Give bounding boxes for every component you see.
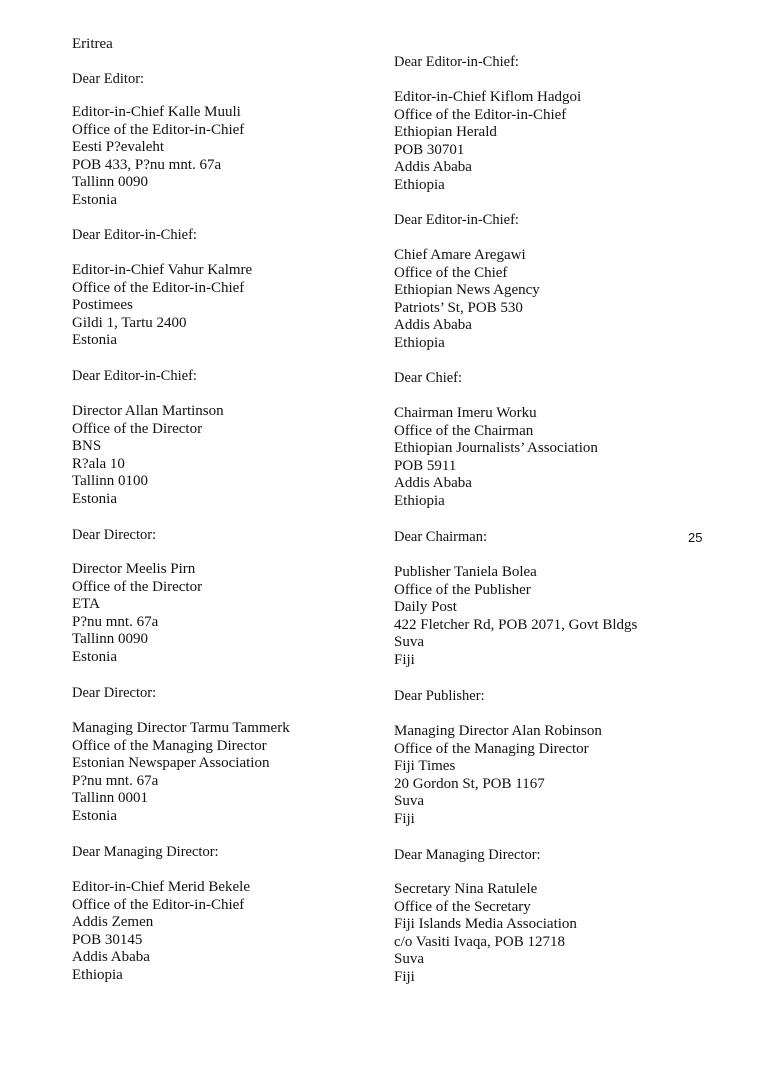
address-line: Editor-in-Chief Kiflom Hadgoi	[394, 89, 582, 105]
address-line: Suva	[394, 634, 424, 651]
address-line: Tallinn 0100	[72, 473, 149, 490]
salutation-line: Dear Editor-in-Chief:	[72, 368, 197, 384]
address-line: POB 30701	[394, 141, 465, 158]
salutation-line: Dear Director:	[72, 527, 157, 543]
address-line: Estonia	[72, 491, 117, 507]
address-line: Office of the Editor-in-Chief	[72, 279, 245, 296]
address-line: Publisher Taniela Bolea	[394, 564, 537, 580]
address-line: Office of the Editor-in-Chief	[394, 106, 567, 123]
salutation-line: Dear Chairman:	[394, 529, 488, 545]
address-line: Secretary Nina Ratulele	[394, 881, 538, 897]
address-line: Ethiopia	[72, 967, 123, 983]
address-line: Eesti P?evaleht	[72, 139, 165, 156]
address-line: Fiji Times	[394, 758, 456, 775]
address-line: Tallinn 0001	[72, 790, 149, 807]
salutation-line: Dear Publisher:	[394, 688, 485, 704]
address-line: Managing Director Tarmu Tammerk	[72, 720, 290, 736]
address-line: Office of the Secretary	[394, 898, 531, 915]
address-line: Office of the Director	[72, 420, 203, 437]
address-line: Chief Amare Aregawi	[394, 247, 526, 263]
address-line: Chairman Imeru Worku	[394, 405, 537, 421]
address-line: Office of the Director	[72, 578, 203, 595]
salutation-line: Dear Managing Director:	[394, 847, 541, 863]
address-line: POB 433, P?nu mnt. 67a	[72, 156, 222, 173]
address-line: Fiji	[394, 811, 415, 827]
address-line: Editor-in-Chief Kalle Muuli	[72, 104, 241, 120]
address-line: Ethiopia	[394, 335, 445, 351]
salutation-line: Dear Editor-in-Chief:	[72, 227, 197, 243]
address-line: POB 30145	[72, 931, 143, 948]
address-line: Addis Ababa	[394, 317, 472, 334]
address-line: Gildi 1, Tartu 2400	[72, 314, 187, 331]
salutation-line: Dear Director:	[72, 685, 157, 701]
address-line: Ethiopian Herald	[394, 124, 497, 141]
address-line: 422 Fletcher Rd, POB 2071, Govt Bldgs	[394, 616, 638, 633]
address-line: 20 Gordon St, POB 1167	[394, 775, 545, 792]
address-line: P?nu mnt. 67a	[72, 613, 159, 630]
address-line: Ethiopia	[394, 493, 445, 509]
address-line: c/o Vasiti Ivaqa, POB 12718	[394, 933, 565, 950]
address-line: Fiji	[394, 652, 415, 668]
address-line: Fiji Islands Media Association	[394, 916, 577, 933]
address-line: Ethiopia	[394, 177, 445, 193]
address-line: Director Meelis Pirn	[72, 561, 196, 577]
address-line: Office of the Editor-in-Chief	[72, 121, 245, 138]
address-line: Estonia	[72, 808, 117, 824]
address-line: Postimees	[72, 297, 133, 314]
address-line: Editor-in-Chief Vahur Kalmre	[72, 262, 253, 278]
address-line: Office of the Editor-in-Chief	[72, 896, 245, 913]
address-line: BNS	[72, 438, 102, 455]
address-line: Ethiopian Journalists’ Association	[394, 440, 598, 457]
address-line: Addis Ababa	[394, 475, 472, 492]
address-line: Patriots’ St, POB 530	[394, 299, 523, 316]
country-heading: Eritrea	[72, 36, 113, 52]
address-line: Estonian Newspaper Association	[72, 755, 270, 772]
address-line: Fiji	[394, 969, 415, 985]
salutation-line: Dear Chief:	[394, 370, 463, 386]
address-line: Estonia	[72, 649, 117, 665]
salutation-line: Dear Editor:	[72, 71, 145, 87]
address-line: Daily Post	[394, 599, 457, 616]
address-line: Estonia	[72, 332, 117, 349]
address-line: Ethiopian News Agency	[394, 282, 540, 299]
address-line: Office of the Managing Director	[72, 737, 267, 754]
salutation-line: Dear Editor-in-Chief:	[394, 212, 519, 228]
address-line: Estonia	[72, 192, 117, 208]
address-line: Managing Director Alan Robinson	[394, 723, 602, 739]
page-number: 25	[688, 530, 703, 545]
salutation-line: Dear Editor-in-Chief:	[394, 54, 519, 70]
address-line: Editor-in-Chief Merid Bekele	[72, 879, 250, 895]
address-line: ETA	[72, 596, 100, 613]
address-line: Addis Zemen	[72, 914, 154, 931]
address-line: R?ala 10	[72, 455, 125, 472]
address-line: Office of the Chairman	[394, 422, 534, 439]
address-line: P?nu mnt. 67a	[72, 772, 159, 789]
address-line: Director Allan Martinson	[72, 403, 224, 419]
address-line: POB 5911	[394, 457, 457, 474]
address-line: Addis Ababa	[72, 949, 150, 966]
address-line: Office of the Managing Director	[394, 740, 589, 757]
address-line: Tallinn 0090	[72, 174, 149, 191]
address-line: Office of the Publisher	[394, 581, 531, 598]
address-line: Suva	[394, 951, 424, 968]
address-line: Addis Ababa	[394, 159, 472, 176]
address-line: Suva	[394, 793, 424, 810]
salutation-line: Dear Managing Director:	[72, 844, 219, 860]
address-line: Office of the Chief	[394, 264, 508, 281]
address-line: Tallinn 0090	[72, 631, 149, 648]
